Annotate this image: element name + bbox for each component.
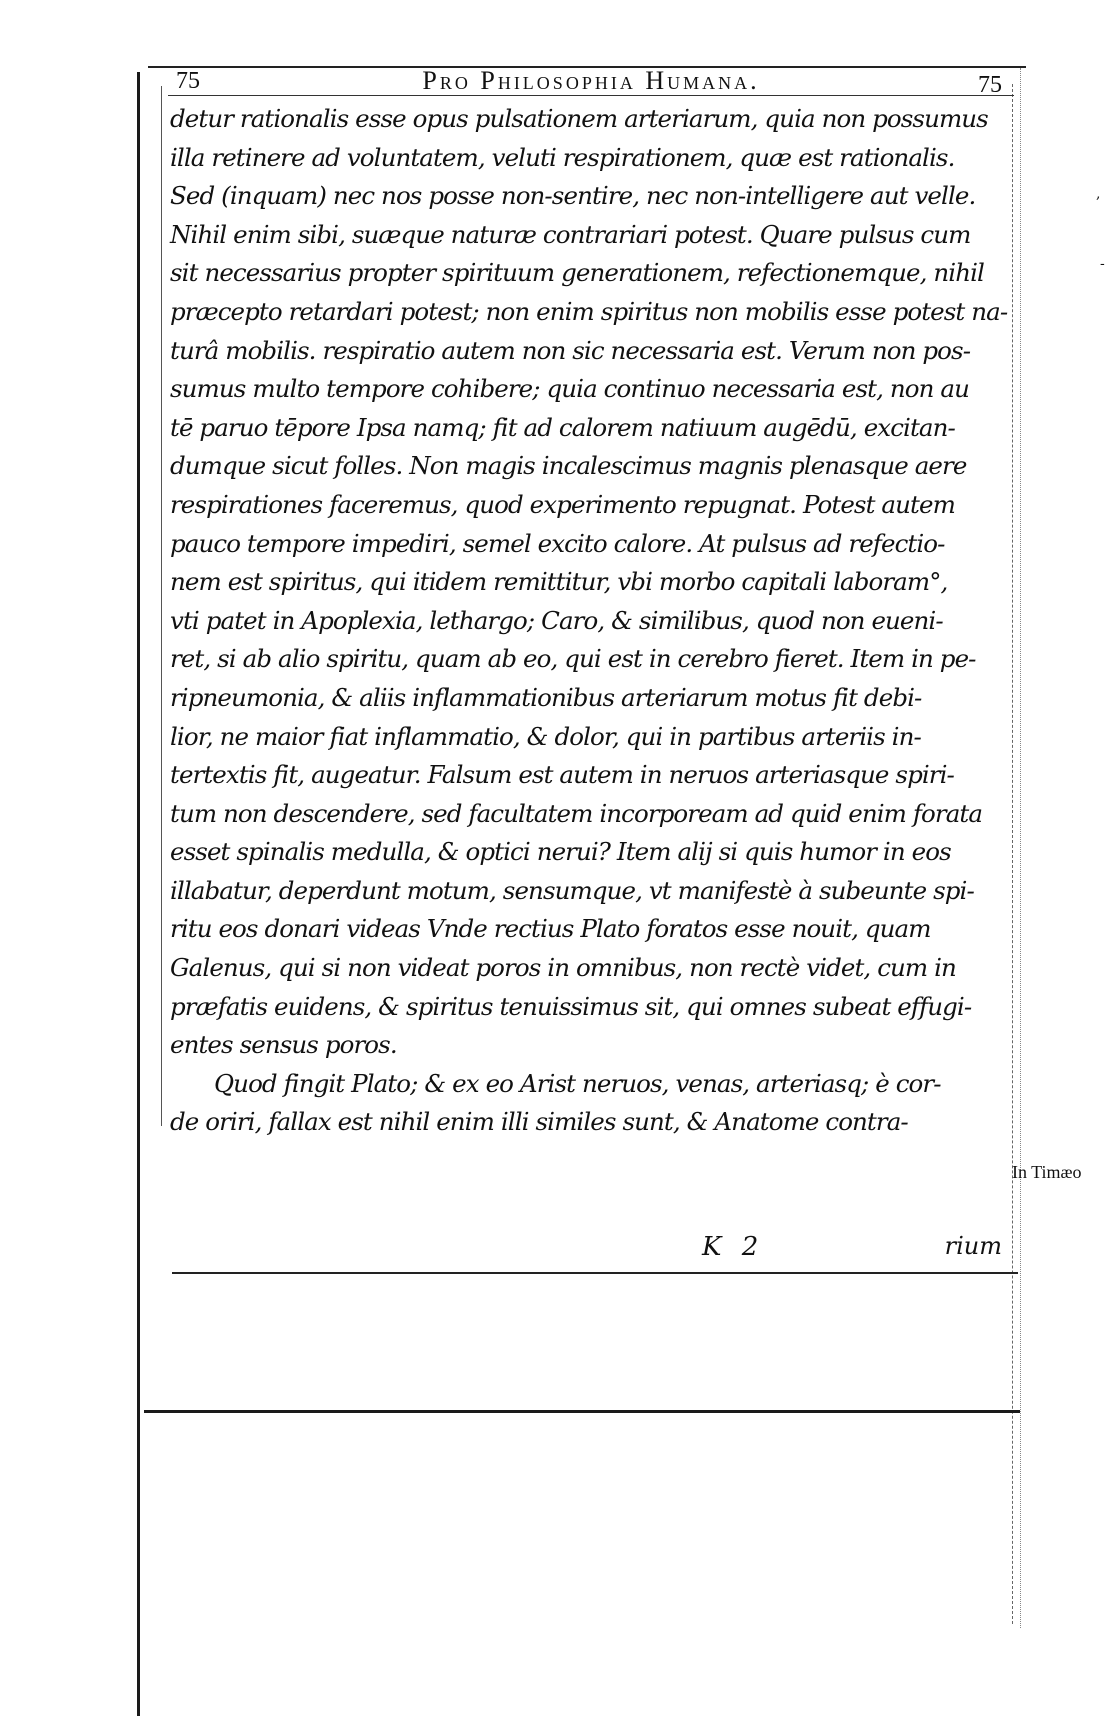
signature-mark: K 2 — [702, 1232, 765, 1262]
text-line: tertextis fit, augeatur. Falsum est autem in neruos arteriasque spiri- — [170, 760, 954, 790]
frame-left-rule — [137, 72, 140, 1716]
text-line: Nihil enim sibi, suæque naturæ contrariari potest. Quare pulsus cum — [170, 219, 971, 249]
text-line: præfatis euidens, & spiritus tenuissimus sit, qui omnes subeat effugi- — [170, 991, 972, 1021]
text-line: ripneumonia, & aliis inflammationibus arteriarum motus fit debi- — [170, 682, 922, 712]
running-head: Pro Philosophia Humana. — [422, 66, 760, 95]
ink-speck: , — [1096, 186, 1101, 202]
text-line: tē paruo tēpore Ipsa namq; fit ad calorem natiuum augēdū, excitan- — [170, 412, 955, 442]
frame-bottom-rule — [144, 1410, 1020, 1413]
text-line: esset spinalis medulla, & optici nerui? Item alij si quis humor in eos — [170, 837, 951, 867]
text-line: lior, ne maior fiat inflammatio, & dolor, qui in partibus arteriis in- — [170, 721, 921, 751]
text-line: ret, si ab alio spiritu, quam ab eo, qui est in cerebro fieret. Item in pe- — [170, 644, 976, 674]
ink-speck: - — [1100, 256, 1105, 272]
margin-note: In Timæo — [1012, 1162, 1082, 1182]
footer-rule — [172, 1272, 1018, 1274]
text-line: sit necessarius propter spirituum generationem, refectionemque, nihil — [170, 258, 984, 288]
text-line: detur rationalis esse opus pulsationem arteriarum, quia non possumus — [170, 104, 988, 133]
text-line: vti patet in Apoplexia, lethargo; Caro, & similibus, quod non eueni- — [170, 605, 943, 635]
page-footer — [170, 1232, 1016, 1268]
frame-inner-left-rule — [161, 86, 162, 1126]
text-line: pauco tempore impediri, semel excito calore. At pulsus ad refectio- — [170, 528, 945, 558]
text-line: Sed (inquam) nec nos posse non-sentire, nec non-intelligere aut velle. — [170, 181, 976, 211]
text-line: præcepto retardari potest; non enim spiritus non mobilis esse potest na- — [170, 296, 1008, 326]
text-line: turâ mobilis. respiratio autem non sic necessaria est. Verum non pos- — [170, 335, 971, 365]
page-number-left: 75 — [176, 68, 200, 94]
header-rule — [168, 95, 1014, 96]
text-line: de oriri, fallax est nihil enim illi similes sunt, & Anatome contra- — [170, 1107, 908, 1137]
text-line: illa retinere ad voluntatem, veluti respirationem, quæ est rationalis. — [170, 142, 955, 172]
text-line: nem est spiritus, qui itidem remittitur, vbi morbo capitali laboram°, — [170, 567, 948, 597]
page-header — [168, 66, 1014, 98]
text-line: ritu eos donari videas Vnde rectius Plato foratos esse nouit, quam — [170, 914, 931, 944]
text-line: sumus multo tempore cohibere; quia continuo necessaria est, non au — [170, 374, 969, 404]
text-line: illabatur, deperdunt motum, sensumque, vt manifestè à subeunte spi- — [170, 875, 974, 905]
text-line: respirationes faceremus, quod experimento repugnat. Potest autem — [170, 489, 955, 519]
frame-outer-right-rule — [1020, 68, 1021, 1628]
catchword: rium — [944, 1232, 1002, 1260]
paragraph-first-line: Quod fingit Plato; & ex eo Arist neruos, venas, arteriasq; è cor- — [214, 1068, 941, 1098]
text-line: tum non descendere, sed facultatem incorpoream ad quid enim forata — [170, 798, 983, 828]
text-line: entes sensus poros. — [170, 1030, 397, 1060]
text-line: dumque sicut folles. Non magis incalescimus magnis plenasque aere — [170, 451, 967, 481]
page-number-right: 75 — [978, 72, 1002, 98]
text-line: Galenus, qui si non videat poros in omnibus, non rectè videt, cum in — [170, 953, 956, 983]
body-text — [170, 100, 1016, 1142]
